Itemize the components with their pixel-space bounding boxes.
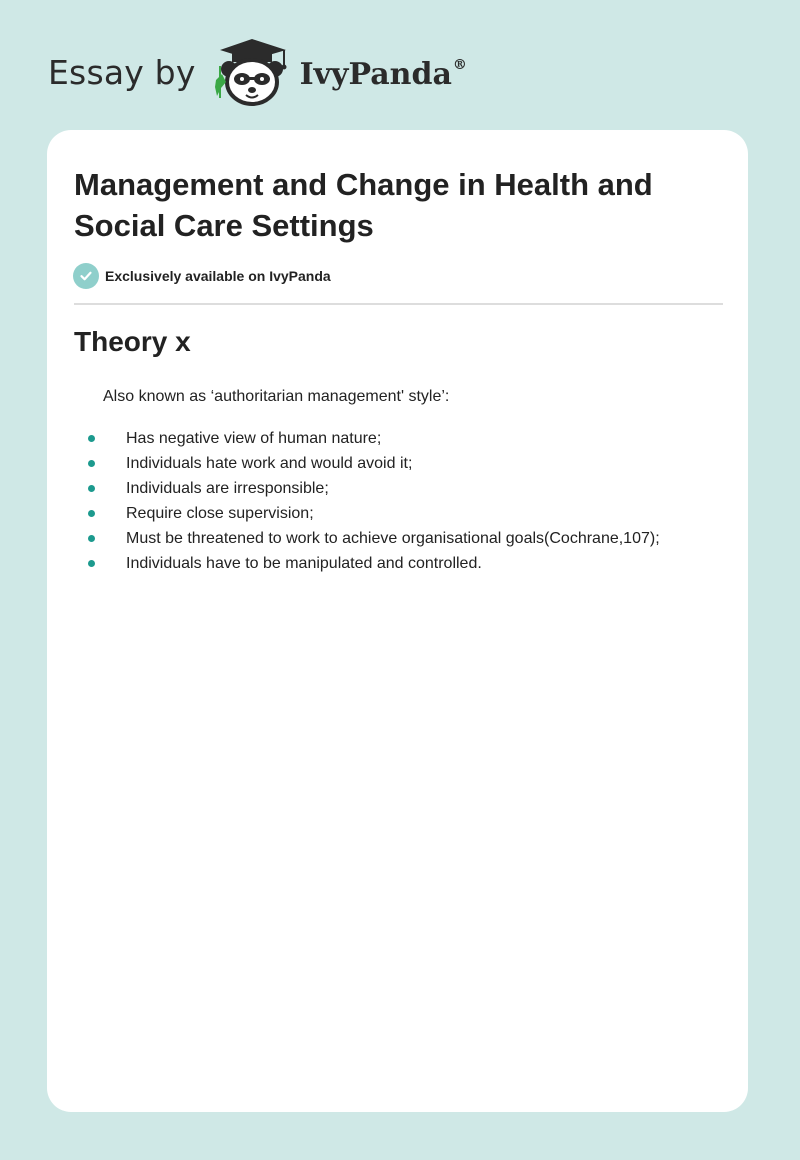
list-item-text: Individuals are irresponsible; <box>126 480 329 497</box>
brand-name[interactable] <box>300 57 467 92</box>
bullet-dot-icon <box>88 435 95 442</box>
section-heading: Theory x <box>74 326 191 357</box>
divider <box>74 303 723 305</box>
list-item <box>74 454 724 479</box>
list-item <box>74 504 724 529</box>
list-item-text: Individuals hate work and would avoid it; <box>126 455 413 472</box>
list-item-text: Must be threatened to work to achieve organisational goals(Cochrane,107); <box>126 530 660 547</box>
panda-graduate-icon[interactable] <box>206 36 298 108</box>
bullet-dot-icon <box>88 485 95 492</box>
list-item <box>74 554 724 579</box>
list-item <box>74 479 724 504</box>
exclusive-label: Exclusively available on IvyPanda <box>105 268 331 284</box>
bullet-dot-icon <box>88 560 95 567</box>
list-item-text: Individuals have to be manipulated and controlled. <box>126 555 482 572</box>
intro-paragraph: Also known as ‘authoritarian management' style’: <box>103 388 450 405</box>
list-item <box>74 429 724 454</box>
bullet-list <box>74 429 724 579</box>
bullet-dot-icon <box>88 460 95 467</box>
list-item <box>74 529 724 554</box>
site-header <box>48 36 467 108</box>
list-item-text: Require close supervision; <box>126 505 314 522</box>
bullet-dot-icon <box>88 510 95 517</box>
brand-name-text: IvyPanda <box>299 56 452 92</box>
registered-mark: ® <box>452 56 467 73</box>
exclusive-badge <box>73 263 331 289</box>
essay-title: Management and Change in Health and Social Care Settings <box>74 167 653 243</box>
bullet-dot-icon <box>88 535 95 542</box>
essay-by-label: Essay by <box>48 52 196 92</box>
essay-card <box>47 130 748 1112</box>
check-icon <box>73 263 99 289</box>
list-item-text: Has negative view of human nature; <box>126 430 382 447</box>
